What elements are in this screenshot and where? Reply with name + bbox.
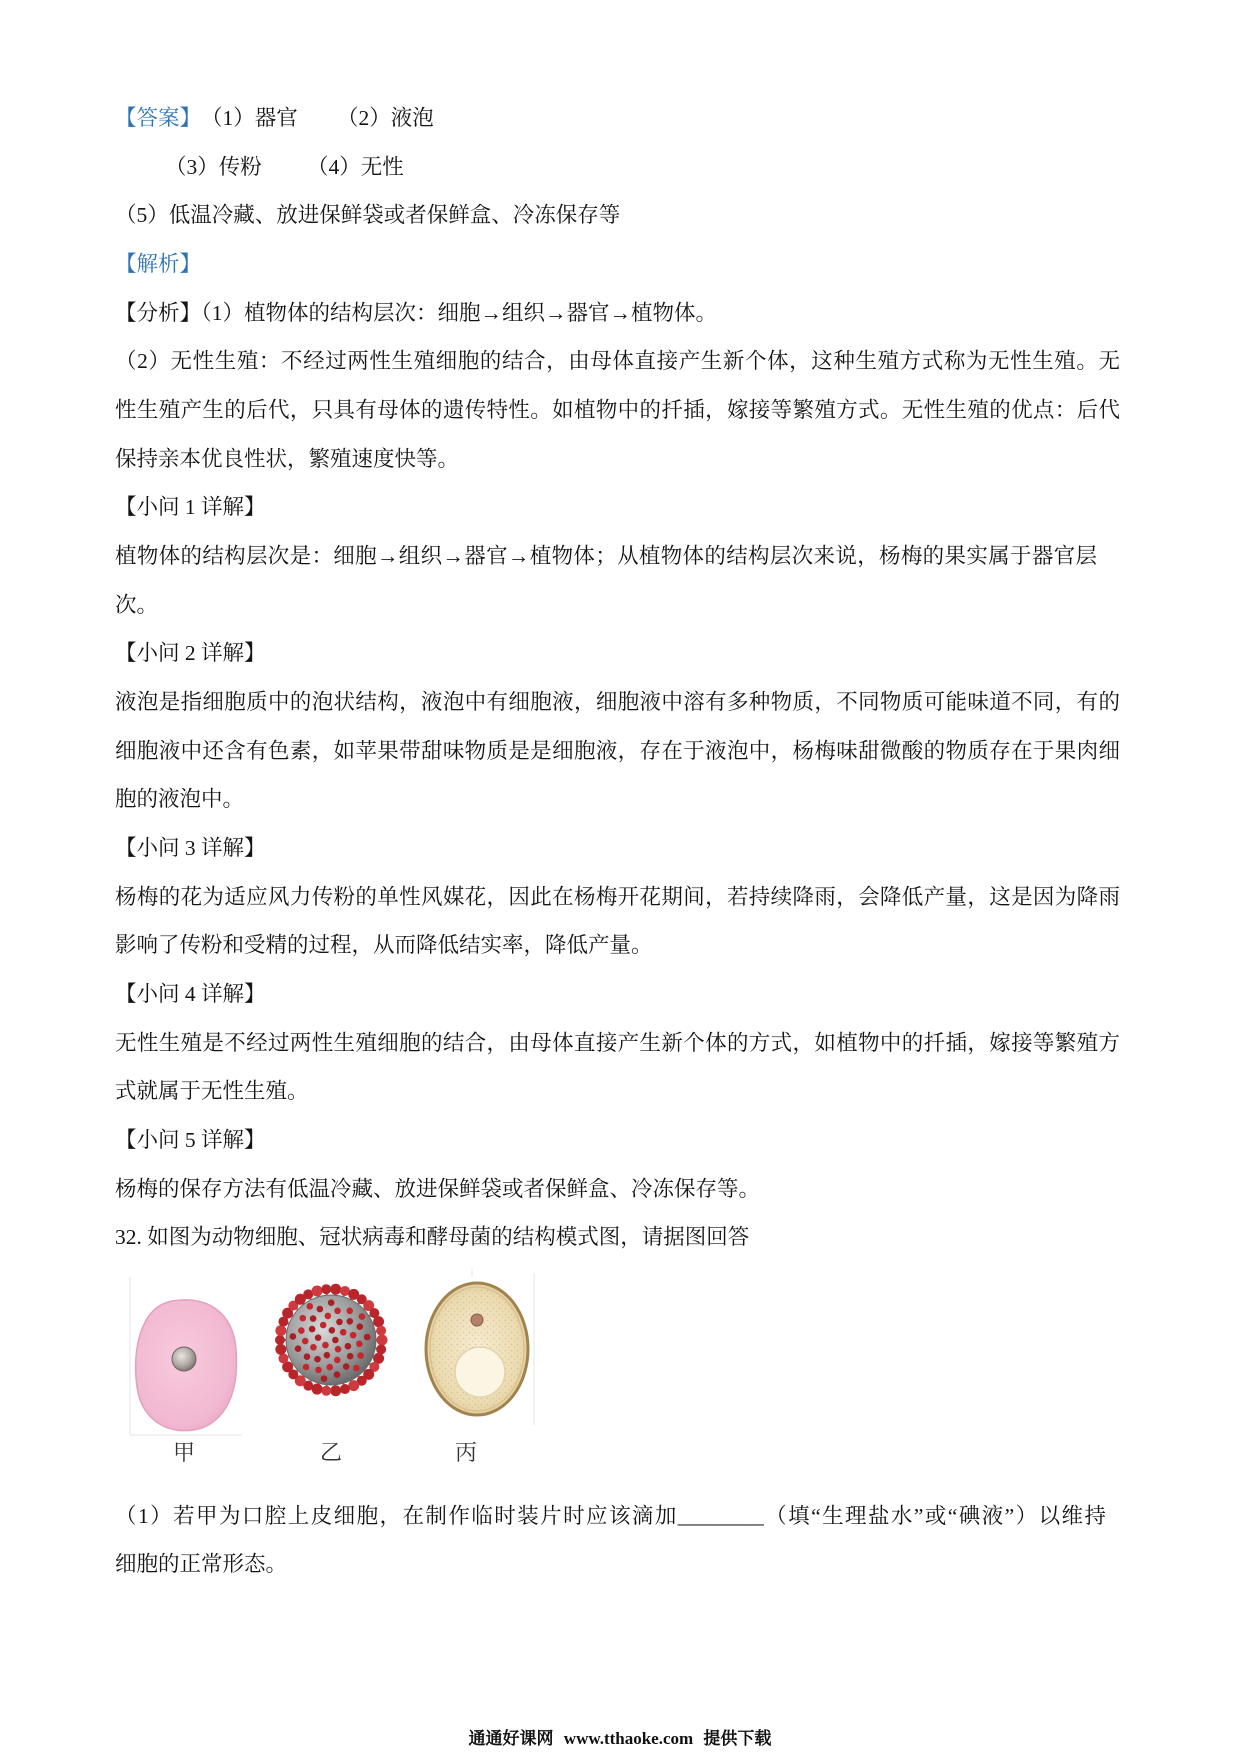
virus-spike [312,1285,323,1296]
virus-surface-protein [317,1306,324,1313]
virus-surface-protein [321,1375,328,1382]
question-32-part-1-text: （1）若甲为口腔上皮细胞，在制作临时装片时应该滴加 [115,1503,678,1528]
analysis-label: 【解析】 [115,252,202,276]
virus-surface-protein [334,1357,341,1364]
virus-surface-protein [302,1338,309,1345]
virus-surface-protein [359,1313,366,1320]
question-32-part-1-line-2: 细胞的正常形态。 [115,1551,288,1576]
virus-surface-protein [304,1353,311,1360]
virus-surface-protein [345,1343,352,1350]
virus-surface-protein [303,1364,310,1371]
subq-2-line-1: 液泡是指细胞质中的泡状结构，液泡中有细胞液，细胞液中溶有多种物质，不同物质可能味道不同，有的 [115,689,1120,714]
subq-3-line-1: 杨梅的花为适应风力传粉的单性风媒花，因此在杨梅开花期间，若持续降雨，会降低产量，这是因为降雨 [115,884,1120,909]
virus-surface-protein [346,1308,353,1315]
virus-spike [275,1325,286,1336]
virus-surface-protein [332,1337,339,1344]
yeast-image [426,1283,528,1415]
virus-surface-protein [335,1346,342,1353]
subq-4-line-2: 式就属于无性生殖。 [115,1079,309,1104]
virus-surface-protein [334,1308,341,1315]
virus-surface-protein [299,1315,306,1322]
subq-5-line-1: 杨梅的保存方法有低温冷藏、放进保鲜袋或者保鲜盒、冷冻保存等。 [115,1176,761,1201]
figure-label-bing: 丙 [454,1441,478,1466]
yeast-nucleus [471,1314,483,1326]
virus-spike [340,1384,350,1394]
virus-surface-protein [357,1352,364,1359]
answer-label: 【答案】 [115,106,202,130]
question-32-stem: 32. 如图为动物细胞、冠状病毒和酵母菌的结构模式图，请据图回答 [115,1225,750,1250]
figure-label-yi: 乙 [319,1441,343,1466]
question-32-part-1-line-1 [115,1492,1106,1541]
subq-5-heading: 【小问 5 详解】 [115,1127,266,1152]
virus-surface-protein [315,1334,322,1341]
virus-spike [275,1344,286,1355]
virus-spike [275,1335,285,1345]
virus-surface-protein [307,1303,314,1310]
virus-spike [330,1284,341,1295]
virus-spike [376,1344,386,1354]
analysis-asexual-line-2: 性生殖产生的后代，只具有母体的遗传特性。如植物中的扦插，嫁接等繁殖方式。无性生殖的优点：后代 [115,398,1120,422]
virus-surface-protein [353,1365,360,1372]
answer-item-5: （5）低温冷藏、放进保鲜袋或者保鲜盒、冷冻保存等 [115,203,621,228]
subq-2-line-3: 胞的液泡中。 [115,787,245,812]
virus-surface-protein [310,1344,317,1351]
virus-surface-protein [314,1356,321,1363]
virus-spike [377,1335,388,1346]
virus-surface-protein [350,1332,357,1339]
virus-spike [376,1326,386,1336]
virus-surface-protein [364,1334,371,1341]
answer-blank: ________ [677,1503,764,1528]
animal-cell-image [136,1300,237,1431]
page-footer: 通通好课网 www.tthaoke.com 提供下载 [468,1729,772,1748]
answer-line-2 [115,143,1120,192]
virus-surface-protein [295,1345,302,1352]
analysis-asexual-line-1: （2）无性生殖：不经过两性生殖细胞的结合，由母体直接产生新个体，这种生殖方式称为无性生殖。无 [115,349,1120,374]
subq-1-line-2: 次。 [115,592,159,617]
virus-surface-protein [340,1329,347,1336]
virus-spike [278,1353,288,1363]
virus-surface-protein [324,1352,331,1359]
answer-item-3: （3）传粉 [165,154,262,179]
answer-item-4: （4）无性 [307,154,404,179]
answer-item-1: （1）器官 [201,106,298,130]
analysis-asexual-line-3: 保持亲本优良性状，繁殖速度快等。 [115,446,460,471]
subq-4-line-1: 无性生殖是不经过两性生殖细胞的结合，由母体直接产生新个体的方式，如植物中的扦插，嫁接等繁殖方 [115,1030,1120,1055]
virus-surface-protein [329,1327,336,1334]
virus-surface-protein [357,1323,364,1330]
virus-surface-protein [322,1342,329,1349]
question-32-figure [120,1265,540,1475]
virus-surface-protein [320,1322,327,1329]
question-32-part-1-hint: （填“生理盐水”或“碘液”）以维持 [763,1503,1106,1528]
virus-surface-protein [328,1299,335,1306]
figure-label-jia: 甲 [172,1441,196,1466]
virus-surface-protein [298,1327,305,1334]
virus-spike [321,1284,331,1294]
subq-1-line-1: 植物体的结构层次是：细胞→组织→器官→植物体；从植物体的结构层次来说，杨梅的果实属于器官层 [115,543,1097,568]
virus-surface-protein [326,1364,333,1371]
virus-surface-protein [347,1353,354,1360]
virus-surface-protein [356,1341,363,1348]
animal-cell-nucleus [172,1347,196,1371]
answer-line-1 [115,94,1120,143]
virus-surface-protein [290,1333,297,1340]
subq-2-heading: 【小问 2 详解】 [115,641,266,666]
virus-surface-protein [336,1319,343,1326]
coronavirus-image [275,1284,388,1397]
subq-4-heading: 【小问 4 详解】 [115,981,266,1006]
yeast-vacuole [455,1347,505,1397]
analysis-summary: 【分析】（1）植物体的结构层次：细胞→组织→器官→植物体。 [115,300,718,325]
virus-surface-protein [343,1363,350,1370]
virus-spike [373,1316,384,1327]
virus-body [286,1295,376,1385]
subq-3-line-2: 影响了传粉和受精的过程，从而降低结实率，降低产量。 [115,933,653,958]
virus-surface-protein [315,1367,322,1374]
subq-2-line-2: 细胞液中还含有色素，如苹果带甜味物质是是细胞液，存在于液泡中，杨梅味甜微酸的物质存在于果肉细 [115,738,1120,763]
answer-item-2: （2）液泡 [337,106,434,130]
subq-1-heading: 【小问 1 详解】 [115,495,266,520]
virus-surface-protein [325,1313,332,1320]
virus-surface-protein [310,1315,317,1322]
virus-surface-protein [334,1371,341,1378]
virus-surface-protein [347,1318,354,1325]
virus-spike [321,1386,331,1396]
subq-3-heading: 【小问 3 详解】 [115,835,266,860]
virus-spike [330,1385,341,1396]
virus-surface-protein [309,1326,316,1333]
